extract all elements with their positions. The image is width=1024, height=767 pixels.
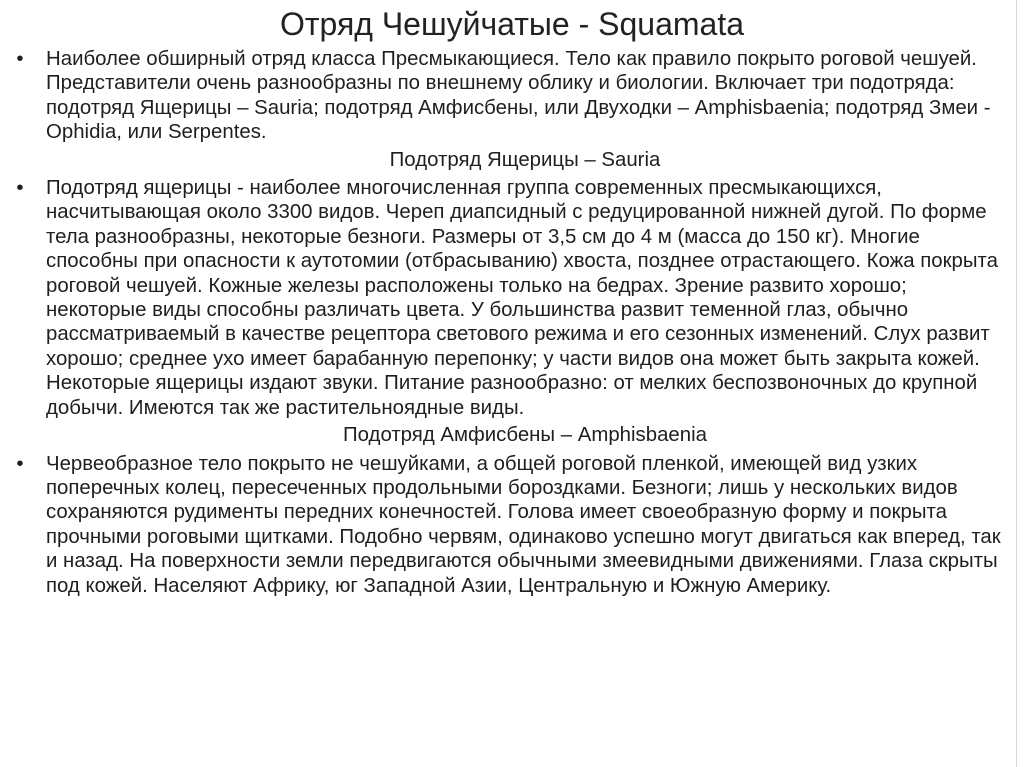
- sauria-text: Подотряд ящерицы - наиболее многочисленная группа современных пресмыкающихся, насчитывающая около 3300 видов. Череп диапсидный с редуцированной нижней дугой. По форме тела разнообразны, некоторые безноги. Размеры от 3,5 см до 4 м (масса до 150 кг). Многие способны при опасности к аутотомии (отбрасыванию) хвоста, позднее отрастающего. Кожа покрыта роговой чешуей. Кожные железы расположены только на бедрах. Зрение развито хорошо; некоторые виды способны различать цвета. У большинства развит теменной глаз, обычно рассматриваемый в качестве рецептора светового режима и его сезонных изменений. Слух развит хорошо; среднее ухо имеет барабанную перепонку; у части видов она может быть закрыта кожей. Некоторые ящерицы издают звуки. Питание разнообразно: от мелких беспозвоночных до крупной добычи. Имеются так же растительноядные виды.: [46, 177, 998, 419]
- bullet-item-intro: [10, 47, 1004, 145]
- bullet-icon: •: [16, 452, 24, 475]
- bullet-icon: •: [16, 177, 24, 200]
- slide-edge-divider: [1016, 0, 1017, 767]
- slide-title: Отряд Чешуйчатые - Squamata: [279, 6, 745, 42]
- bullet-item-amphisbaenia: [10, 452, 1004, 598]
- amphisbaenia-heading: Подотряд Амфисбены – Amphisbaenia: [343, 424, 707, 447]
- bullet-icon: •: [16, 48, 24, 70]
- bullet-item-sauria: [10, 176, 1004, 420]
- intro-text: Наиболее обширный отряд класса Пресмыкающиеся. Тело как правило покрыто роговой чешуей. Представители очень разнообразны по внешнему облику и биологии. Включает три подотряда: подотряд Ящерицы – Sauria; подотряд Амфисбены, или Двуходки – Amphisbaenia; подотряд Змеи - Ophidia, или Serpentes.: [46, 48, 991, 144]
- sauria-heading: Подотряд Ящерицы – Sauria: [389, 148, 661, 171]
- slide-content: [10, 47, 1004, 598]
- amphisbaenia-text: Червеобразное тело покрыто не чешуйками, а общей роговой пленкой, имеющей вид узких поперечных колец, пересеченных продольными бороздками. Безноги; лишь у нескольких видов сохраняются рудименты передних конечностей. Голова имеет своеобразную форму и покрыта прочными роговыми щитками. Подобно червям, одинаково успешно могут двигаться как вперед, так и назад. На поверхности земли передвигаются обычными змеевидными движениями. Глаза скрыты под кожей. Населяют Африку, юг Западной Азии, Центральную и Южную Америку.: [46, 452, 1001, 597]
